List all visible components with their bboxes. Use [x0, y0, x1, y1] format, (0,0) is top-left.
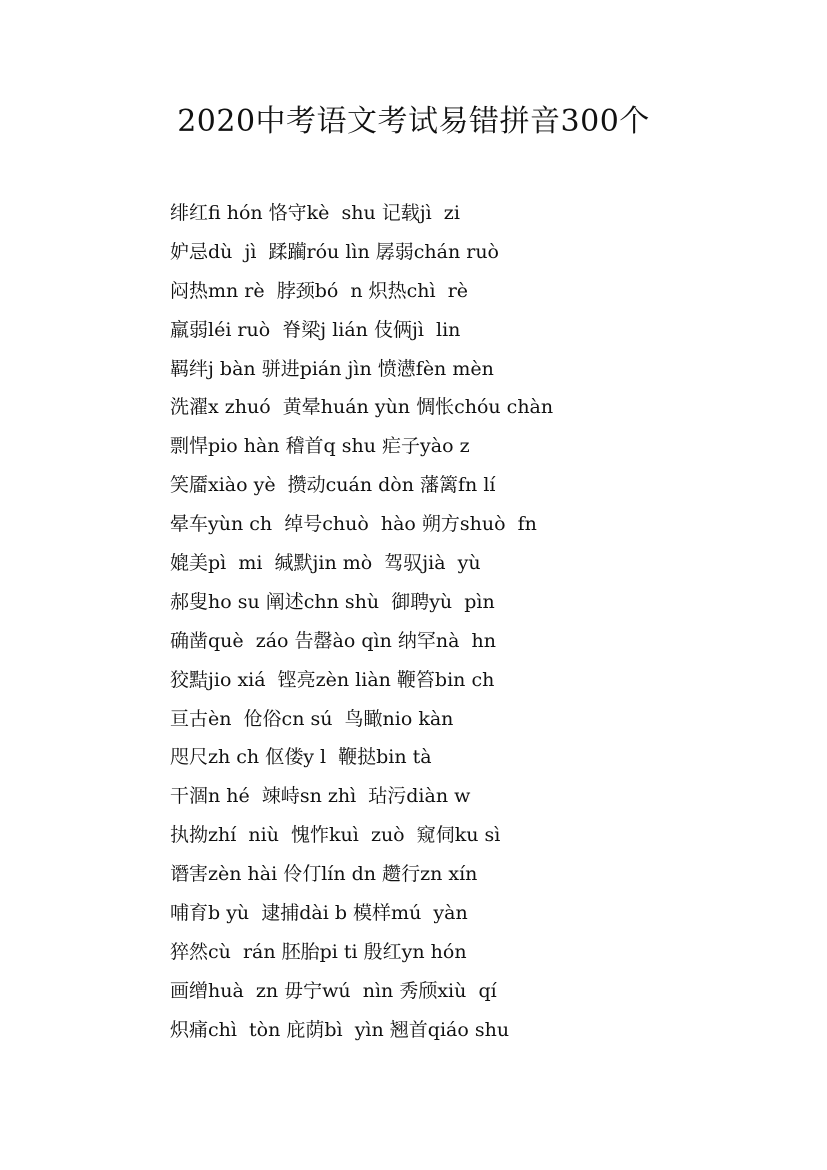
- word-line: 哺育b yù 逮捕dài b 模样mú yàn: [170, 902, 468, 925]
- word-line: 绯红fi hón 恪守kè shu 记载jì zi: [170, 202, 460, 224]
- word-line: 画缯huà zn 毋宁wú nìn 秀颀xiù qí: [170, 979, 497, 1002]
- document-title: 2020中考语文考试易错拼音300个: [177, 104, 650, 139]
- word-line: 洗濯x zhuó 黄晕huán yùn 惆怅chóu chàn: [170, 396, 554, 419]
- word-line: 闷热mn rè 脖颈bó n 炽热chì rè: [170, 279, 469, 302]
- word-line: 咫尺zh ch 伛偻y l 鞭挞bin tà: [170, 746, 432, 769]
- word-line: 媲美pì mi 缄默jin mò 驾驭jià yù: [170, 552, 481, 575]
- word-line: 笑靥xiào yè 攒动cuán dòn 藩篱fn lí: [170, 474, 496, 497]
- word-line: 干涸n hé 竦峙sn zhì 玷污diàn w: [170, 785, 471, 808]
- word-line: 炽痛chì tòn 庇荫bì yìn 翘首qiáo shu: [170, 1018, 510, 1041]
- pinyin-word-list: [170, 194, 810, 1050]
- word-line: 猝然cù rán 胚胎pi ti 殷红yn hón: [170, 940, 467, 963]
- word-line: 谮害zèn hài 伶仃lín dn 趱行zn xín: [170, 863, 478, 886]
- word-line: 确凿què záo 告罄ào qìn 纳罕nà hn: [170, 629, 496, 652]
- word-line: 执拗zhí niù 愧怍kuì zuò 窥伺ku sì: [170, 824, 501, 847]
- word-line: 羸弱léi ruò 脊梁j lián 伎俩jì lin: [170, 318, 461, 341]
- word-line: 羁绊j bàn 骈进pián jìn 愤懑fèn mèn: [170, 357, 494, 380]
- word-line: 晕车yùn ch 绰号chuò hào 朔方shuò fn: [170, 513, 537, 536]
- word-line: 郝叟ho su 阐述chn shù 御聘yù pìn: [170, 590, 495, 613]
- word-line: 亘古èn 伧俗cn sú 鸟瞰nio kàn: [170, 707, 454, 730]
- word-line: 剽悍pio hàn 稽首q shu 疟子yào z: [170, 435, 470, 458]
- word-line: 妒忌dù jì 蹂躏róu lìn 孱弱chán ruò: [170, 240, 499, 263]
- word-line: 狡黠jio xiá 铿亮zèn liàn 鞭笞bin ch: [170, 668, 495, 691]
